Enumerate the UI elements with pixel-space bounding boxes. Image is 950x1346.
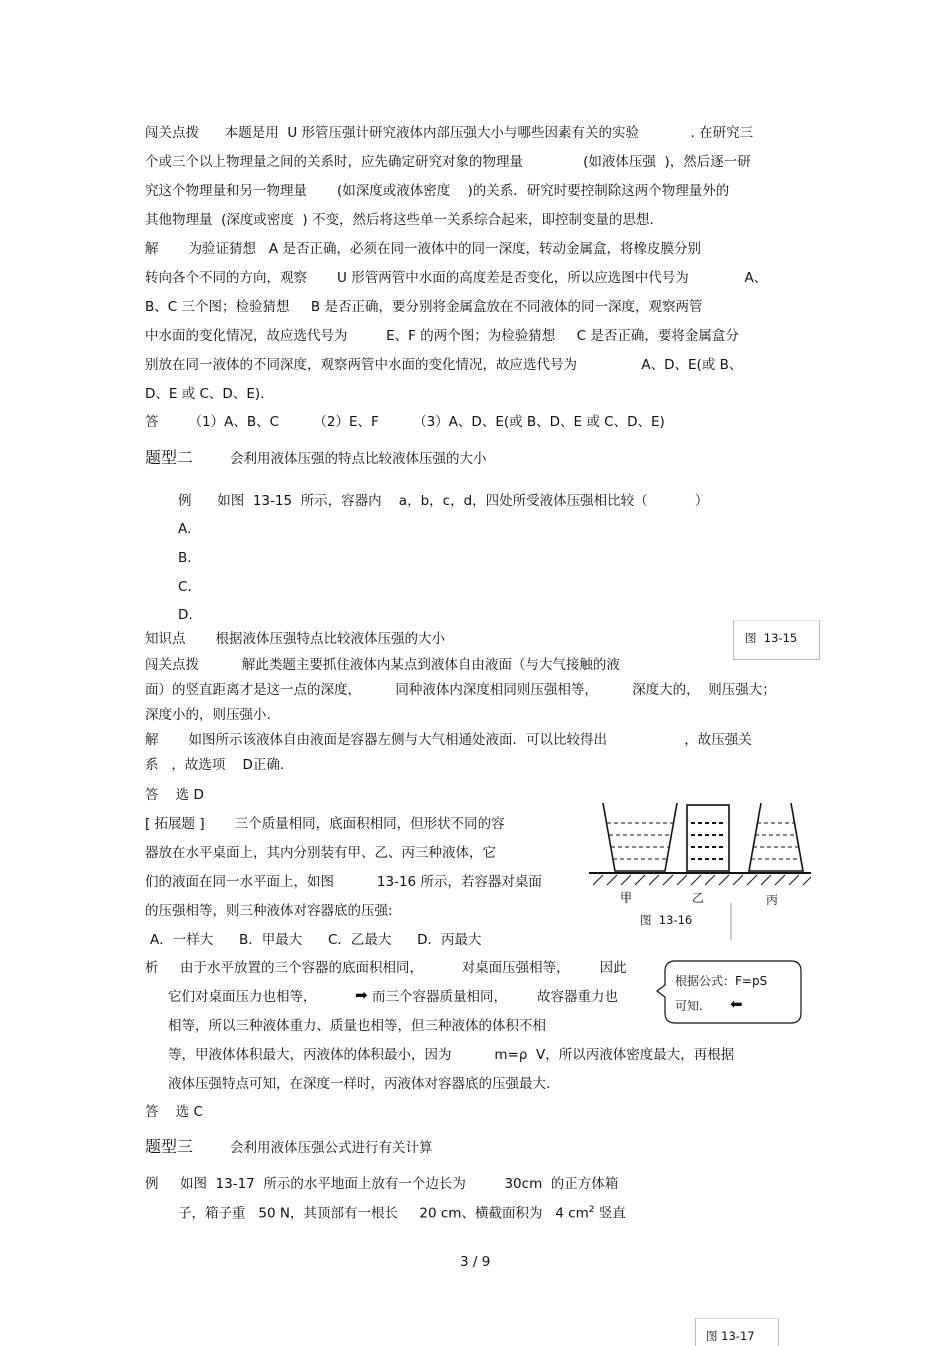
answer-3: 答 选 C	[145, 1104, 203, 1120]
label-jia: 甲	[620, 891, 633, 905]
type-2-description: 会利用液体压强的特点比较液体压强的大小	[230, 451, 487, 467]
extension-line-4: 的压强相等，则三种液体对容器底的压强:	[145, 903, 393, 919]
extension-line-3: 们的液面在同一水平面上，如图 13-16 所示，若容器对桌面	[145, 874, 542, 890]
example-3-line-2: 子，箱子重 50 N，其顶部有一根长 20 cm、横截面积为 4 $cm^2$ 竖直	[178, 1205, 626, 1222]
arrow-left-icon: ⬅	[730, 995, 743, 1013]
tip-2-line-2: 面）的竖直距离才是这一点的深度， 同种液体内深度相同则压强相等， 深度大的， 则压强大；	[145, 682, 776, 698]
analysis-line-1: 析 由于水平放置的三个容器的底面积相同， 对桌面压强相等， 因此	[145, 960, 627, 976]
analysis-line-4: 等，甲液体体积最大，丙液体的体积最小，因为 m=ρ V，所以丙液体密度最大，再根据	[168, 1047, 735, 1063]
tip-2-line-1: 闯关点拨 解此类题主要抓住液体内某点到液体自由液面（与大气接触的液	[145, 657, 620, 673]
superscript: 2	[588, 1205, 595, 1215]
tip-line-4: 其他物理量 (深度或密度 ) 不变，然后将这些单一关系综合起来，即控制变量的思想.	[145, 212, 654, 228]
arrow-right-icon: ➡	[355, 986, 368, 1004]
label-yi: 乙	[692, 891, 705, 905]
solution-2-line-2: 系 ，故选项 D正确.	[145, 757, 285, 773]
solution-line-2: 转向各个不同的方向，观察 U 形管两管中水面的高度差是否变化，所以应选图中代号为 A、	[145, 270, 768, 286]
figure-13-15-caption: 图 13-15	[745, 631, 798, 645]
callout-bubble	[655, 957, 805, 1027]
type-3-description: 会利用液体压强公式进行有关计算	[230, 1140, 433, 1156]
option-d: D.	[178, 607, 193, 623]
solution-line-4: 中水面的变化情况，故应选代号为 E、F 的两个图；为检验猜想 C 是否正确，要将金属盒分	[145, 328, 739, 344]
solution-line-6: D、E 或 C、D、E).	[145, 386, 265, 402]
tip-line-3: 究这个物理量和另一物理量 (如深度或液体密度 )的关系．研究时要控制除这两个物理量外的	[145, 183, 730, 199]
type-2-title: 题型二	[145, 448, 194, 467]
answer-2: 答 选 D	[145, 787, 204, 803]
solution-2-line-1: 解 如图所示该液体自由液面是容器左侧与大气相通处液面．可以比较得出 ，故压强关	[145, 732, 752, 748]
tip-line-1: 闯关点拨 本题是用 U 形管压强计研究液体内部压强大小与哪些因素有关的实验 . 在研究三	[145, 125, 754, 141]
tip-line-2: 个或三个以上物理量之间的关系时，应先确定研究对象的物理量 (如液体压强 )，然后逐一研	[145, 154, 751, 170]
callout-line-2: 可知.	[675, 999, 703, 1013]
figure-13-16-diagram	[585, 795, 815, 945]
extension-line-1: [ 拓展题 ] 三个质量相同，底面积相同，但形状不同的容	[145, 816, 505, 832]
example-2-stem: 例 如图 13-15 所示，容器内 a，b，c，d，四处所受液体压强相比较（ ）	[178, 493, 709, 509]
solution-line-3: B、C 三个图；检验猜想 B 是否正确，要分别将金属盒放在不同液体的同一深度，观察两管	[145, 299, 703, 315]
extension-options: A．一样大 B．甲最大 C．乙最大 D．丙最大	[150, 932, 482, 948]
analysis-line-2: 它们对桌面压力也相等，	[168, 989, 317, 1005]
analysis-line-3: 相等，所以三种液体重力、质量也相等，但三种液体的体积不相	[168, 1018, 546, 1034]
example-3-line-1: 例 如图 13-17 所示的水平地面上放有一个边长为 30cm 的正方体箱	[145, 1176, 619, 1192]
tip-2-line-3: 深度小的，则压强小.	[145, 707, 271, 723]
option-c: C.	[178, 579, 192, 595]
answer-1: 答 （1）A、B、C （2）E、F （3）A、D、E(或 B、D、E 或 C、D、E)	[145, 414, 665, 430]
type-3-title: 题型三	[145, 1137, 194, 1156]
option-b: B.	[178, 550, 192, 566]
analysis-line-5: 液体压强特点可知，在深度一样时，丙液体对容器底的压强最大.	[168, 1076, 551, 1092]
option-a: A.	[178, 521, 192, 537]
figure-13-17-caption: 图 13-17	[706, 1329, 755, 1343]
solution-line-5: 别放在同一液体的不同深度，观察两管中水面的变化情况，故应选代号为 A、D、E(或 B、	[145, 357, 743, 373]
figure-13-16-caption: 图 13-16	[640, 913, 693, 927]
page-number: 3 / 9	[460, 1254, 491, 1270]
analysis-line-2b: 而三个容器质量相同， 故容器重力也	[372, 989, 619, 1005]
solution-line-1: 解 为验证猜想 A 是否正确，必须在同一液体中的同一深度，转动金属盒，将橡皮膜分别	[145, 241, 701, 257]
extension-line-2: 器放在水平桌面上，其内分别装有甲、乙、丙三种液体，它	[145, 845, 496, 861]
callout-line-1: 根据公式：F=pS	[675, 974, 768, 988]
label-bing: 丙	[766, 893, 779, 907]
knowledge-point: 知识点 根据液体压强特点比较液体压强的大小	[145, 631, 446, 647]
